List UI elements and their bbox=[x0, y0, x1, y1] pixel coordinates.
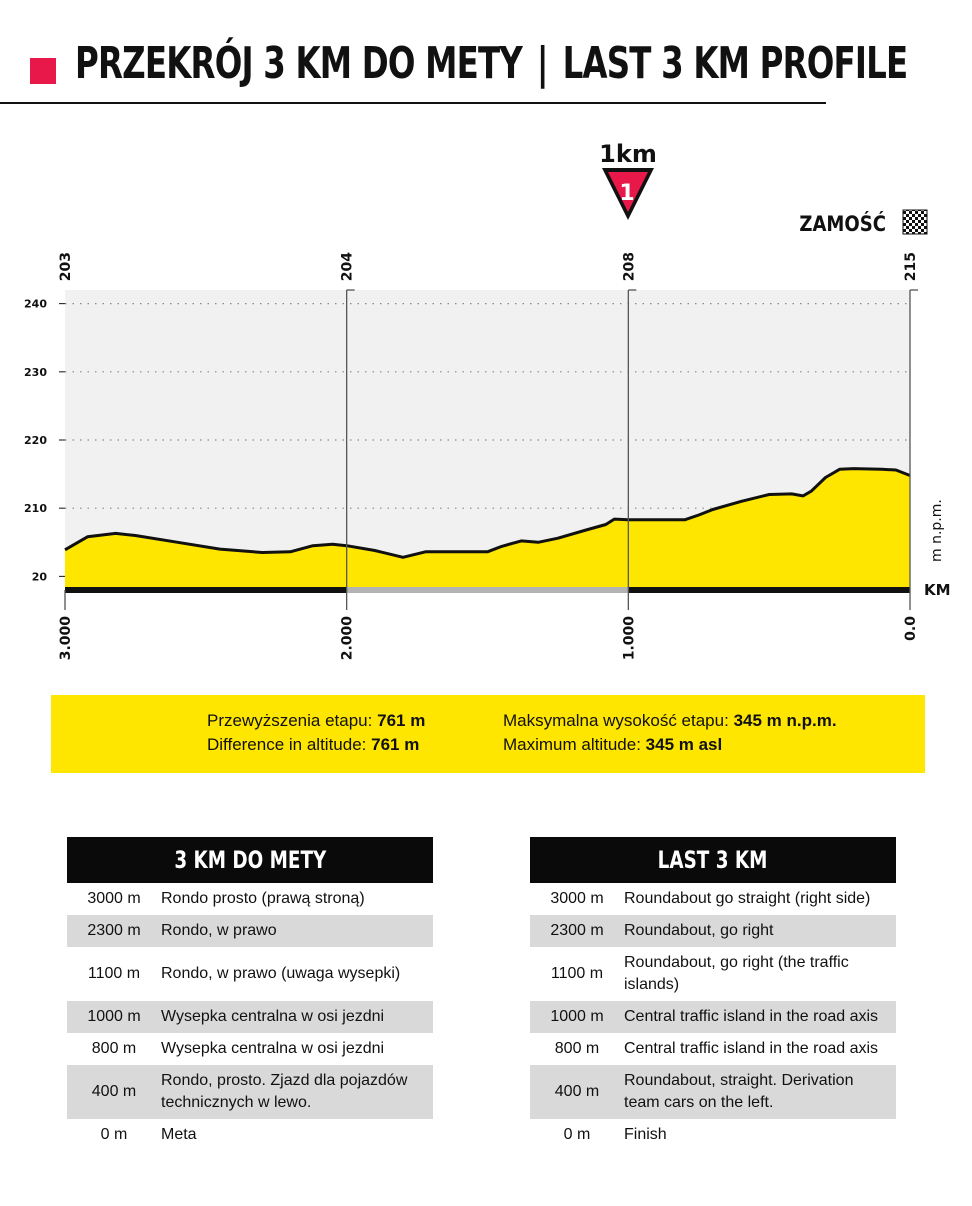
max-en-label: Maximum altitude: bbox=[503, 735, 641, 754]
table-row bbox=[530, 1033, 896, 1065]
summary-difference bbox=[207, 709, 425, 757]
table-row bbox=[67, 947, 433, 1001]
title-accent-square bbox=[30, 58, 56, 84]
row-distance: 2300 m bbox=[550, 922, 604, 939]
row-description: Roundabout, straight. Derivation team cars on the left. bbox=[624, 1072, 854, 1111]
title-polish: PRZEKRÓJ 3 KM DO METY bbox=[75, 38, 523, 89]
y-tick-label: 20 bbox=[31, 570, 47, 584]
row-distance: 1000 m bbox=[550, 1008, 604, 1025]
row-description: Rondo, prosto. Zjazd dla pojazdów technicznych w lewo. bbox=[161, 1072, 408, 1111]
row-description: Roundabout go straight (right side) bbox=[624, 890, 871, 907]
row-description: Rondo prosto (prawą stroną) bbox=[161, 890, 365, 907]
row-distance: 2300 m bbox=[87, 922, 141, 939]
y-tick-label: 210 bbox=[24, 502, 47, 516]
row-distance: 400 m bbox=[554, 1083, 600, 1100]
y-axis-unit-label: m n.p.m. bbox=[929, 499, 945, 562]
x-tick-label: 2.000 bbox=[339, 616, 356, 661]
table-row bbox=[530, 1119, 896, 1151]
y-tick-label: 220 bbox=[24, 434, 47, 447]
top-marker-label: 208 bbox=[621, 252, 638, 282]
row-distance: 1100 m bbox=[550, 965, 604, 982]
x-tick-label: 3.000 bbox=[58, 616, 74, 661]
page-header bbox=[0, 30, 908, 104]
table-row bbox=[67, 1033, 433, 1065]
row-distance: 400 m bbox=[91, 1083, 137, 1100]
row-description: Finish bbox=[624, 1126, 667, 1143]
max-pl-label: Maksymalna wysokość etapu: bbox=[503, 711, 729, 730]
max-en-value: 345 m asl bbox=[645, 735, 723, 754]
row-description: Roundabout, go right bbox=[624, 922, 774, 939]
table-row bbox=[67, 915, 433, 947]
x-axis-unit-label: KM bbox=[924, 581, 951, 599]
one-km-number: 1 bbox=[619, 181, 635, 206]
table-row bbox=[530, 1001, 896, 1033]
row-distance: 800 m bbox=[554, 1040, 600, 1057]
row-description: Rondo, w prawo (uwaga wysepki) bbox=[161, 965, 401, 982]
row-description: Roundabout, go right (the traffic islands) bbox=[624, 954, 849, 993]
table-polish-heading: 3 KM DO METY bbox=[67, 837, 433, 883]
y-tick-label: 240 bbox=[24, 297, 47, 311]
row-description: Central traffic island in the road axis bbox=[624, 1008, 879, 1025]
row-description: Rondo, w prawo bbox=[161, 922, 277, 939]
top-marker-label: 204 bbox=[339, 252, 356, 282]
y-tick-label: 230 bbox=[24, 365, 47, 379]
row-description: Meta bbox=[161, 1126, 197, 1143]
row-description: Central traffic island in the road axis bbox=[624, 1040, 879, 1057]
title-separator: | bbox=[536, 38, 548, 89]
page-title bbox=[75, 38, 907, 89]
x-tick-label: 1.000 bbox=[621, 616, 638, 661]
table-row bbox=[67, 1001, 433, 1033]
max-pl-value: 345 m n.p.m. bbox=[733, 711, 837, 730]
difference-pl-label: Przewyższenia etapu: bbox=[207, 711, 373, 730]
row-description: Wysepka centralna w osi jezdni bbox=[161, 1040, 385, 1057]
row-distance: 3000 m bbox=[87, 890, 141, 907]
row-distance: 800 m bbox=[91, 1040, 137, 1057]
table-polish bbox=[67, 837, 433, 1151]
table-row bbox=[67, 1119, 433, 1151]
title-english: LAST 3 KM PROFILE bbox=[562, 38, 908, 89]
row-distance: 0 m bbox=[563, 1126, 591, 1143]
table-row bbox=[530, 883, 896, 915]
difference-pl-value: 761 m bbox=[377, 711, 426, 730]
row-distance: 1000 m bbox=[87, 1008, 141, 1025]
x-tick-label: 0.0 bbox=[903, 616, 919, 641]
row-description: Wysepka centralna w osi jezdni bbox=[161, 1008, 385, 1025]
one-km-marker bbox=[599, 140, 657, 220]
table-row bbox=[530, 947, 896, 1001]
table-row bbox=[530, 915, 896, 947]
table-row bbox=[530, 1065, 896, 1119]
finish-flag-icon bbox=[903, 210, 927, 234]
finish-town-label: ZAMOŚĆ bbox=[799, 211, 886, 237]
row-distance: 3000 m bbox=[550, 890, 604, 907]
table-english bbox=[530, 837, 896, 1151]
difference-en-value: 761 m bbox=[371, 735, 420, 754]
stage-summary-box bbox=[51, 695, 925, 773]
table-row bbox=[67, 883, 433, 915]
difference-en-label: Difference in altitude: bbox=[207, 735, 367, 754]
summary-max-altitude bbox=[503, 709, 837, 757]
row-distance: 0 m bbox=[100, 1126, 128, 1143]
elevation-profile-chart bbox=[0, 130, 972, 670]
top-marker-label: 215 bbox=[903, 252, 919, 282]
table-english-heading: LAST 3 KM bbox=[530, 837, 896, 883]
one-km-label: 1km bbox=[599, 140, 657, 168]
top-marker-label: 203 bbox=[58, 252, 74, 282]
row-distance: 1100 m bbox=[87, 965, 141, 982]
table-row bbox=[67, 1065, 433, 1119]
